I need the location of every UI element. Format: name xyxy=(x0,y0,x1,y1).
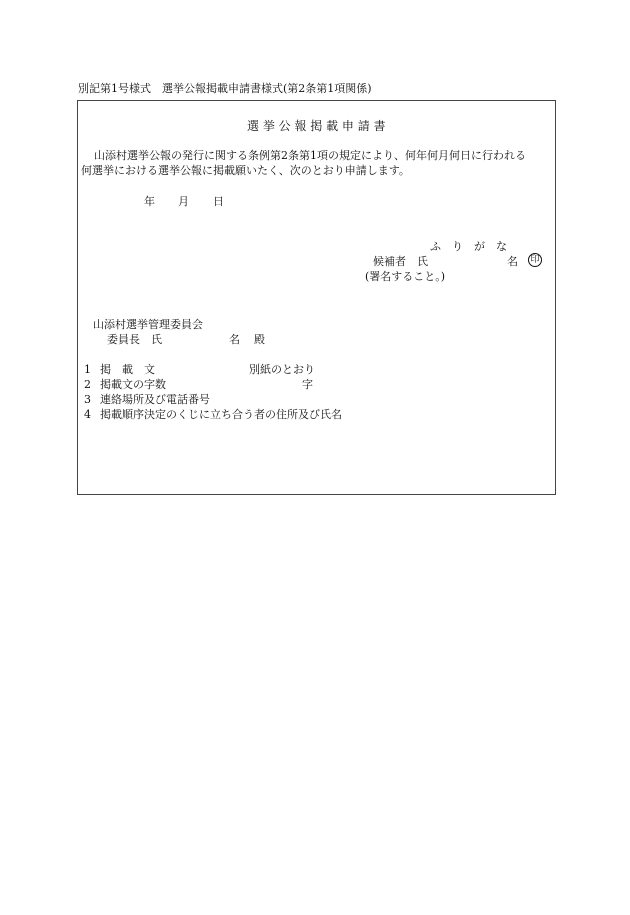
seal-icon: 印 xyxy=(528,253,542,267)
item-4-num: 4 xyxy=(84,408,91,421)
item-1-num: 1 xyxy=(84,363,91,376)
date-day: 日 xyxy=(213,195,224,208)
candidate-name-char: 名 xyxy=(507,255,518,268)
recipient-org: 山添村選挙管理委員会 xyxy=(93,318,203,331)
recipient-name-char: 名 xyxy=(229,333,240,346)
body-line-1: 山添村選挙公報の発行に関する条例第2条第1項の規定により、何年何月何日に行われる xyxy=(94,149,526,162)
date-year: 年 xyxy=(144,195,155,208)
candidate-label: 候補者 氏 xyxy=(373,255,428,268)
date-month: 月 xyxy=(178,195,189,208)
recipient-chair: 委員長 氏 xyxy=(107,333,162,346)
body-line-2: 何選挙における選挙公報に掲載願いたく、次のとおり申請します。 xyxy=(81,164,410,177)
form-header: 別記第1号様式 選挙公報掲載申請書様式(第2条第1項関係) xyxy=(78,82,372,95)
item-3-label: 連絡場所及び電話番号 xyxy=(100,393,210,406)
item-1-label: 掲 載 文 xyxy=(100,363,155,376)
item-2-label: 掲載文の字数 xyxy=(100,378,166,391)
sign-note: (署名すること。) xyxy=(365,270,446,283)
recipient-honorific: 殿 xyxy=(254,333,265,346)
item-3-num: 3 xyxy=(84,393,91,406)
item-1-value: 別紙のとおり xyxy=(249,363,315,376)
item-4-label: 掲載順序決定のくじに立ち合う者の住所及び氏名 xyxy=(100,408,342,421)
form-title: 選 挙 公 報 掲 載 申 請 書 xyxy=(247,119,386,133)
candidate-furigana: ふ り が な xyxy=(430,240,507,253)
item-2-value: 字 xyxy=(302,378,313,391)
item-2-num: 2 xyxy=(84,378,91,391)
